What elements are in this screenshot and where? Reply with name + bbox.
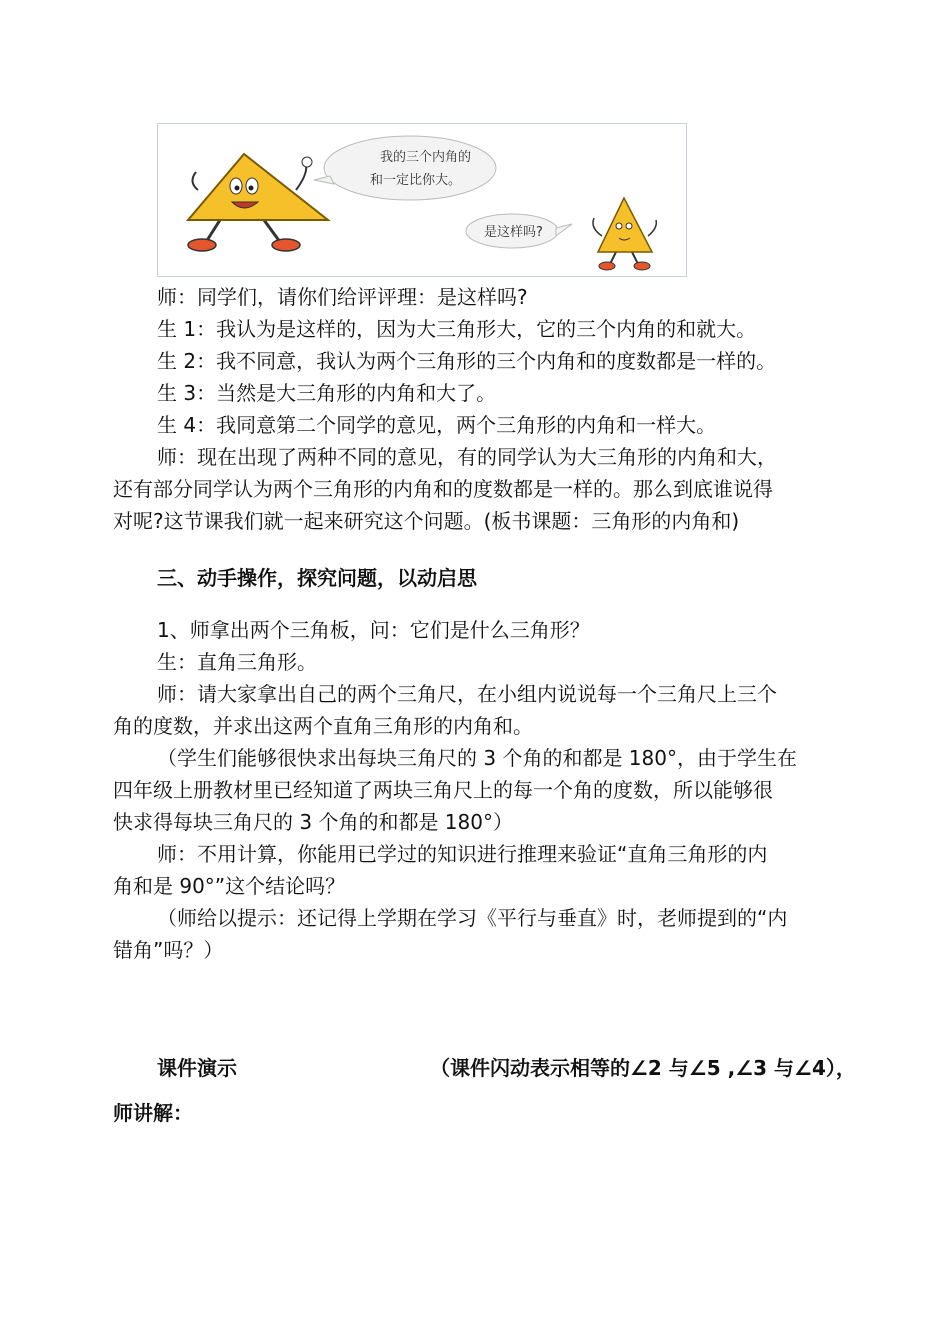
- dialogue-teacher-1: 师：同学们，请你们给评评理：是这样吗?: [157, 285, 528, 309]
- answer-1: 生：直角三角形。: [157, 650, 317, 674]
- textbook-illustration: [157, 123, 687, 277]
- teacher-question-line-2: 角和是 90°”这个结论吗？: [113, 874, 346, 898]
- small-triangle-character: [593, 198, 656, 270]
- hint-line-2: 错角”吗？）: [113, 938, 224, 962]
- teacher-summary-line-2: 还有部分同学认为两个三角形的内角和的度数都是一样的。那么到底谁说得: [113, 477, 773, 501]
- teacher-instruction-line-1: 师：请大家拿出自己的两个三角尺，在小组内说说每一个三角尺上三个: [157, 682, 777, 706]
- big-bubble-line-1: 我的三个内角的: [380, 150, 472, 165]
- note-line-1: （学生们能够很快求出每块三角尺的 3 个角的和都是 180°，由于学生在: [157, 746, 797, 770]
- teacher-instruction-line-2: 角的度数，并求出这两个直角三角形的内角和。: [113, 714, 533, 738]
- dialogue-student-1: 生 1：我认为是这样的，因为大三角形大，它的三个内角的和就大。: [157, 317, 757, 341]
- teacher-summary-line-1: 师：现在出现了两种不同的意见，有的同学认为大三角形的内角和大，: [157, 445, 777, 469]
- big-triangle-character: [188, 154, 328, 251]
- note-line-3: 快求得每块三角尺的 3 个角的和都是 180°）: [113, 810, 513, 834]
- big-speech-bubble: [314, 136, 496, 200]
- courseware-label: 课件演示: [157, 1056, 237, 1080]
- teacher-explains: 师讲解：: [113, 1101, 193, 1125]
- dialogue-student-2: 生 2：我不同意，我认为两个三角形的三个内角和的度数都是一样的。: [157, 349, 777, 373]
- triangles-dialogue-picture: [158, 124, 686, 276]
- courseware-description: （课件闪动表示相等的∠2 与∠5 ,∠3 与∠4），: [430, 1056, 856, 1080]
- question-1: 1、师拿出两个三角板，问：它们是什么三角形？: [157, 618, 590, 642]
- small-bubble-text: 是这样吗?: [484, 225, 543, 240]
- dialogue-student-4: 生 4：我同意第二个同学的意见，两个三角形的内角和一样大。: [157, 413, 717, 437]
- section-three-heading: 三、动手操作，探究问题，以动启思: [157, 566, 477, 590]
- teacher-summary-line-3: 对呢?这节课我们就一起来研究这个问题。(板书课题：三角形的内角和): [113, 509, 740, 533]
- dialogue-student-3: 生 3：当然是大三角形的内角和大了。: [157, 381, 497, 405]
- small-speech-bubble: [466, 214, 572, 248]
- big-bubble-line-2: 和一定比你大。: [370, 173, 462, 188]
- hint-line-1: （师给以提示：还记得上学期在学习《平行与垂直》时，老师提到的“内: [157, 906, 788, 930]
- teacher-question-line-1: 师：不用计算，你能用已学过的知识进行推理来验证“直角三角形的内: [157, 842, 768, 866]
- note-line-2: 四年级上册教材里已经知道了两块三角尺上的每一个角的度数，所以能够很: [113, 778, 773, 802]
